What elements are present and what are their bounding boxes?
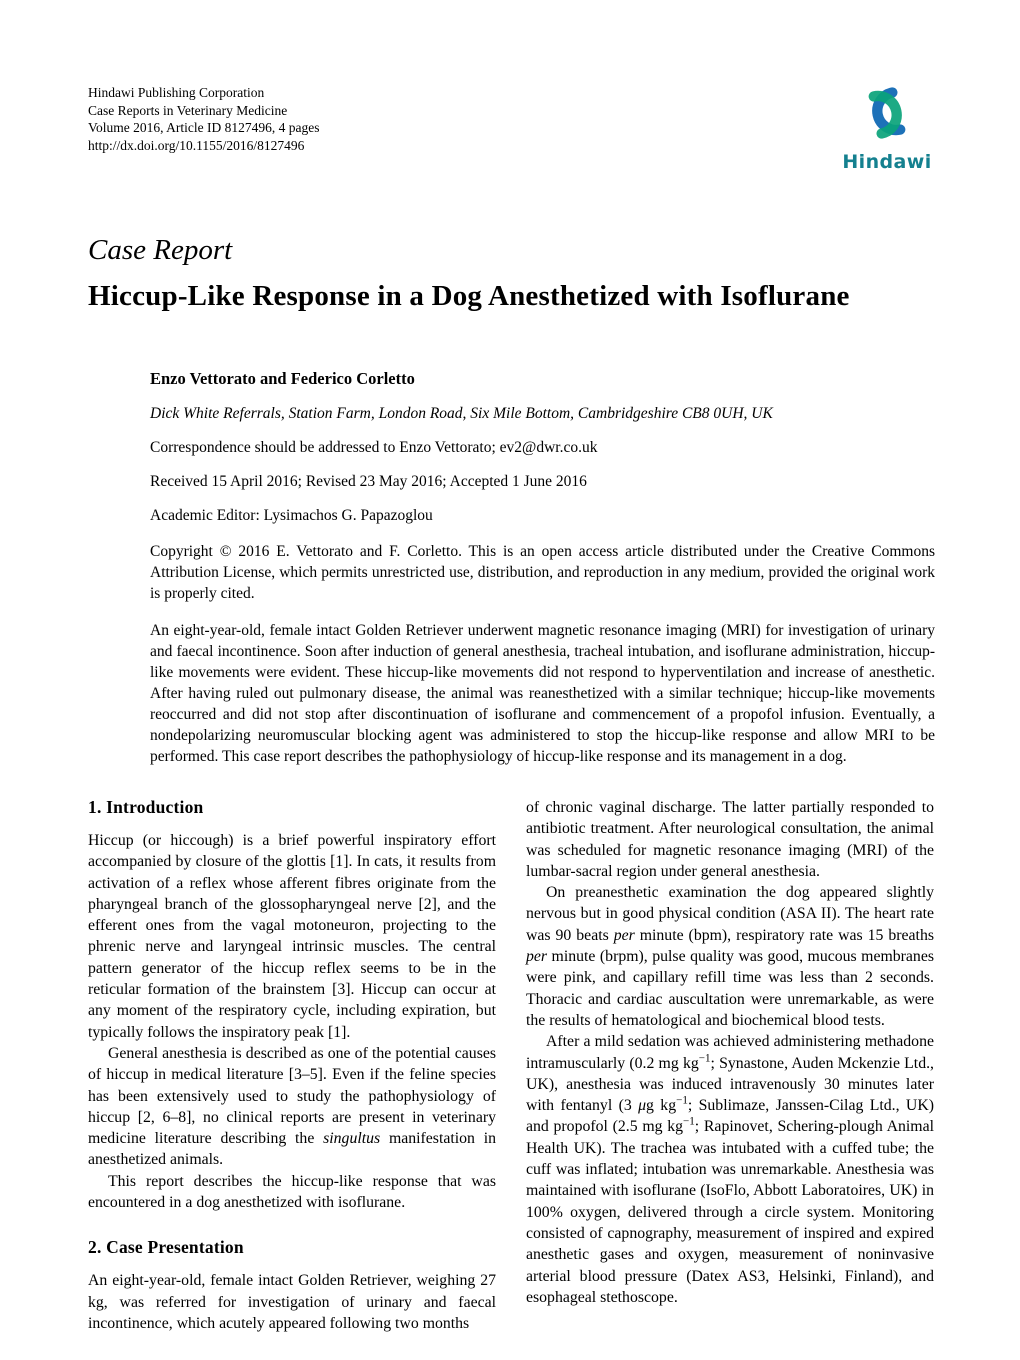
history-line: Received 15 April 2016; Revised 23 May 2016; Accepted 1 June 2016 (150, 473, 587, 490)
case-paragraph-1-left: An eight-year-old, female intact Golden Retriever, weighing 27 kg, was referred for investigation of urinary and faecal incontinence, which acutely appeared following two months (88, 1272, 496, 1332)
affiliation-line: Dick White Referrals, Station Farm, London Road, Six Mile Bottom, Cambridgeshire CB8 0UH, UK (150, 405, 773, 422)
hindawi-wordmark: Hindawi (842, 151, 932, 173)
volume-info: Volume 2016, Article ID 8127496, 4 pages (88, 120, 320, 135)
case-paragraph-3: After a mild sedation was achieved administering methadone intramuscularly (0.2 mg $kg^{-1}$; Synastone, Auden Mckenzie Ltd., UK), anesthesia was induced intravenously 30 minutes later with fentanyl (3 μg $kg^{-1}$; Sublimaze, Janssen-Cilag Ltd., UK) and propofol (2.5 mg $kg^{-1}$; Rapinovet, Schering-plough Animal Health UK). The trachea was intubated with a cuffed tube; the cuff was inflated; intubation was unremarkable. Anesthesia was maintained with isoflurane (IsoFlo, Abbott Laboratoires, UK) in 100% oxygen, delivered through a circle system. Monitoring consisted of capnography, measurement of inspired and expired anesthetic gases and oxygen, measurement of noninvasive arterial blood pressure (Datex AS3, Helsinki, Finland), and esophageal stethoscope. (526, 1033, 934, 1306)
abstract-text: An eight-year-old, female intact Golden Retriever underwent magnetic resonance imaging (MRI) for investigation of urinary and faecal incontinence. Soon after induction of general anesthesia, tracheal intubation, and isoflurane administration, hiccup-like movements were evident. These hiccup-like movements did not respond to hyperventilation and increase of anesthetic. After having ruled out pulmonary disease, the animal was reanesthetized with a similar technique; hiccup-like movements reoccurred and did not stop after discontinuation of isoflurane and commencement of a propofol infusion. Eventually, a nondepolarizing neuromuscular blocking agent was administered to stop the hiccup-like response and allow MRI to be performed. This case report describes the pathophysiology of hiccup-like response and its management in a dog. (150, 622, 935, 765)
intro-paragraph-3: This report describes the hiccup-like response that was encountered in a dog anesthetized with isoflurane. (88, 1172, 496, 1212)
masthead (88, 84, 935, 173)
case-paragraph-2: On preanesthetic examination the dog appeared slightly nervous but in good physical condition (ASA II). The heart rate was 90 beats per minute (bpm), respiratory rate was 15 breaths per minute (brpm), pulse quality was good, mucous membranes were pink, and capillary refill time was less than 2 seconds. Thoracic and cardiac auscultation were unremarkable, as were the results of hematological and biochemical blood tests. (526, 884, 934, 1029)
copyright-notice: Copyright © 2016 E. Vettorato and F. Corletto. This is an open access article distributed under the Creative Commons Attribution License, which permits unrestricted use, distribution, and reproduction in any medium, provided the original work is properly cited. (150, 543, 935, 602)
hindawi-logo (839, 82, 935, 173)
academic-editor-line: Academic Editor: Lysimachos G. Papazoglou (150, 507, 433, 524)
authors-line: Enzo Vettorato and Federico Corletto (150, 369, 415, 388)
left-column (88, 797, 496, 1334)
journal-name: Case Reports in Veterinary Medicine (88, 102, 288, 118)
front-matter (150, 369, 935, 767)
correspondence-text: Correspondence should be addressed to Enzo Vettorato; (150, 439, 496, 456)
publisher-name: Hindawi Publishing Corporation (88, 85, 265, 100)
page-title: Hiccup-Like Response in a Dog Anesthetized with Isoflurane (88, 280, 850, 312)
section-heading-case-presentation: 2. Case Presentation (88, 1237, 244, 1258)
correspondence-line (150, 439, 935, 457)
right-column (526, 797, 934, 1308)
intro-paragraph-1: Hiccup (or hiccough) is a brief powerful inspiratory effort accompanied by closure of the glottis [1]. In cats, it results from activation of a reflex whose afferent fibres originate from the pharyngeal branch of the glossopharyngeal nerve [2], and the efferent ones from the vagal motoneuron, projecting to the phrenic nerve and laryngeal intrinsic muscles. The central pattern generator of the hiccup reflex seems to be in the reticular formation of the brainstem [3]. Hiccup can occur at any moment of the respiratory cycle, including expiration, but typically follows the inspiratory peak [1]. (88, 832, 496, 1041)
two-column-body (88, 797, 935, 1334)
publisher-block (88, 84, 319, 154)
case-paragraph-1-right: of chronic vaginal discharge. The latter partially responded to antibiotic treatment. After neurological consultation, the animal was scheduled for magnetic resonance imaging (MRI) of the lumbar-sacral region under general anesthesia. (526, 799, 934, 880)
title-block (88, 233, 935, 315)
section-heading-introduction: 1. Introduction (88, 797, 204, 817)
intro-paragraph-2: General anesthesia is described as one of the potential causes of hiccup in medical literature [3–5]. Even if the feline species has been extensively used to study the pathophysiology of hiccup [2, 6–8], no clinical reports are present in veterinary medicine literature describing the singultus manifestation in anesthetized animals. (88, 1044, 496, 1169)
correspondence-email-link[interactable]: ev2@dwr.co.uk (499, 439, 598, 456)
hindawi-swirl-icon (848, 82, 926, 149)
doi-link[interactable]: http://dx.doi.org/10.1155/2016/8127496 (88, 137, 305, 153)
article-type: Case Report (88, 234, 233, 266)
